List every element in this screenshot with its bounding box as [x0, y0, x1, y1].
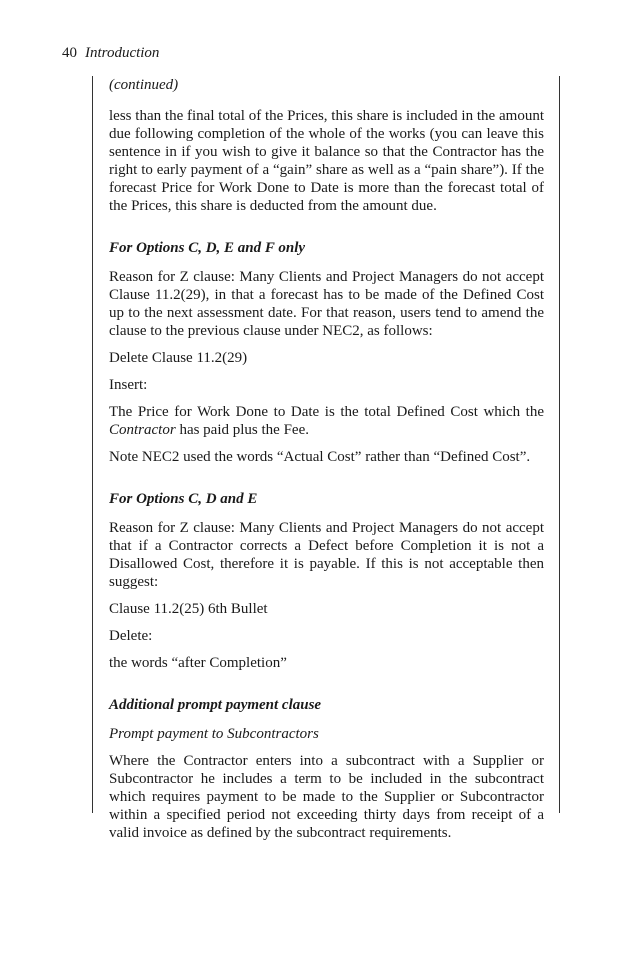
- delete-clause-line: Delete Clause 11.2(29): [109, 350, 248, 366]
- continued-label: (continued): [109, 77, 179, 93]
- prompt-payment-body: Where the Contractor enters into a subcontract with a Supplier or Subcontractor he includes a term to be included in the subcontract which requires payment to be made to the Supplier or Subcontractor within a specified period not exceeding thirty days from receipt of a valid invoice as defined by the subcontract requirements.: [109, 753, 544, 841]
- replacement-text-start: The Price for Work Done to Date is the total Defined Cost which the: [109, 404, 544, 420]
- reason-options-cdef: Reason for Z clause: Many Clients and Project Managers do not accept Clause 11.2(29), in that a forecast has to be made of the Defined Cost up to the next assessment date. For that reason, users tend to amend the clause to the previous clause under NEC2, as follows:: [109, 269, 544, 339]
- heading-options-cde: For Options C, D and E: [109, 491, 258, 507]
- heading-options-cdef: For Options C, D, E and F only: [109, 240, 306, 256]
- replacement-clause: [109, 403, 544, 439]
- box-content: [109, 76, 544, 842]
- box-right-rule: [559, 76, 560, 813]
- words-to-delete: the words “after Completion”: [109, 655, 287, 671]
- delete-label: Delete:: [109, 628, 153, 644]
- reason-options-cde: Reason for Z clause: Many Clients and Project Managers do not accept that if a Contractor corrects a Defect before Completion it is not a Disallowed Cost, therefore it is payable. If this is not acceptable then suggest:: [109, 520, 544, 590]
- insert-label: Insert:: [109, 377, 148, 393]
- running-head-title: Introduction: [85, 45, 160, 61]
- boxed-panel: [92, 76, 560, 841]
- heading-prompt-payment: Additional prompt payment clause: [109, 697, 322, 713]
- replacement-text-end: has paid plus the Fee.: [175, 422, 309, 438]
- intro-paragraph: less than the final total of the Prices, this share is included in the amount due following completion of the whole of the works (you can leave this sentence in if you wish to give it balance so that the Contractor has the right to early payment of a “gain” share as well as a “pain share”). If the forecast Price for Work Done to Date is more than the forecast total of the Prices, this share is deducted from the amount due.: [109, 108, 544, 214]
- page-number: 40: [62, 45, 77, 61]
- clause-reference: Clause 11.2(25) 6th Bullet: [109, 601, 268, 617]
- replacement-italic-term: Contractor: [109, 422, 176, 438]
- running-head: [62, 44, 159, 62]
- subheading-subcontractors: Prompt payment to Subcontractors: [109, 726, 319, 742]
- nec2-note: Note NEC2 used the words “Actual Cost” rather than “Defined Cost”.: [109, 449, 531, 465]
- box-left-rule: [92, 76, 93, 813]
